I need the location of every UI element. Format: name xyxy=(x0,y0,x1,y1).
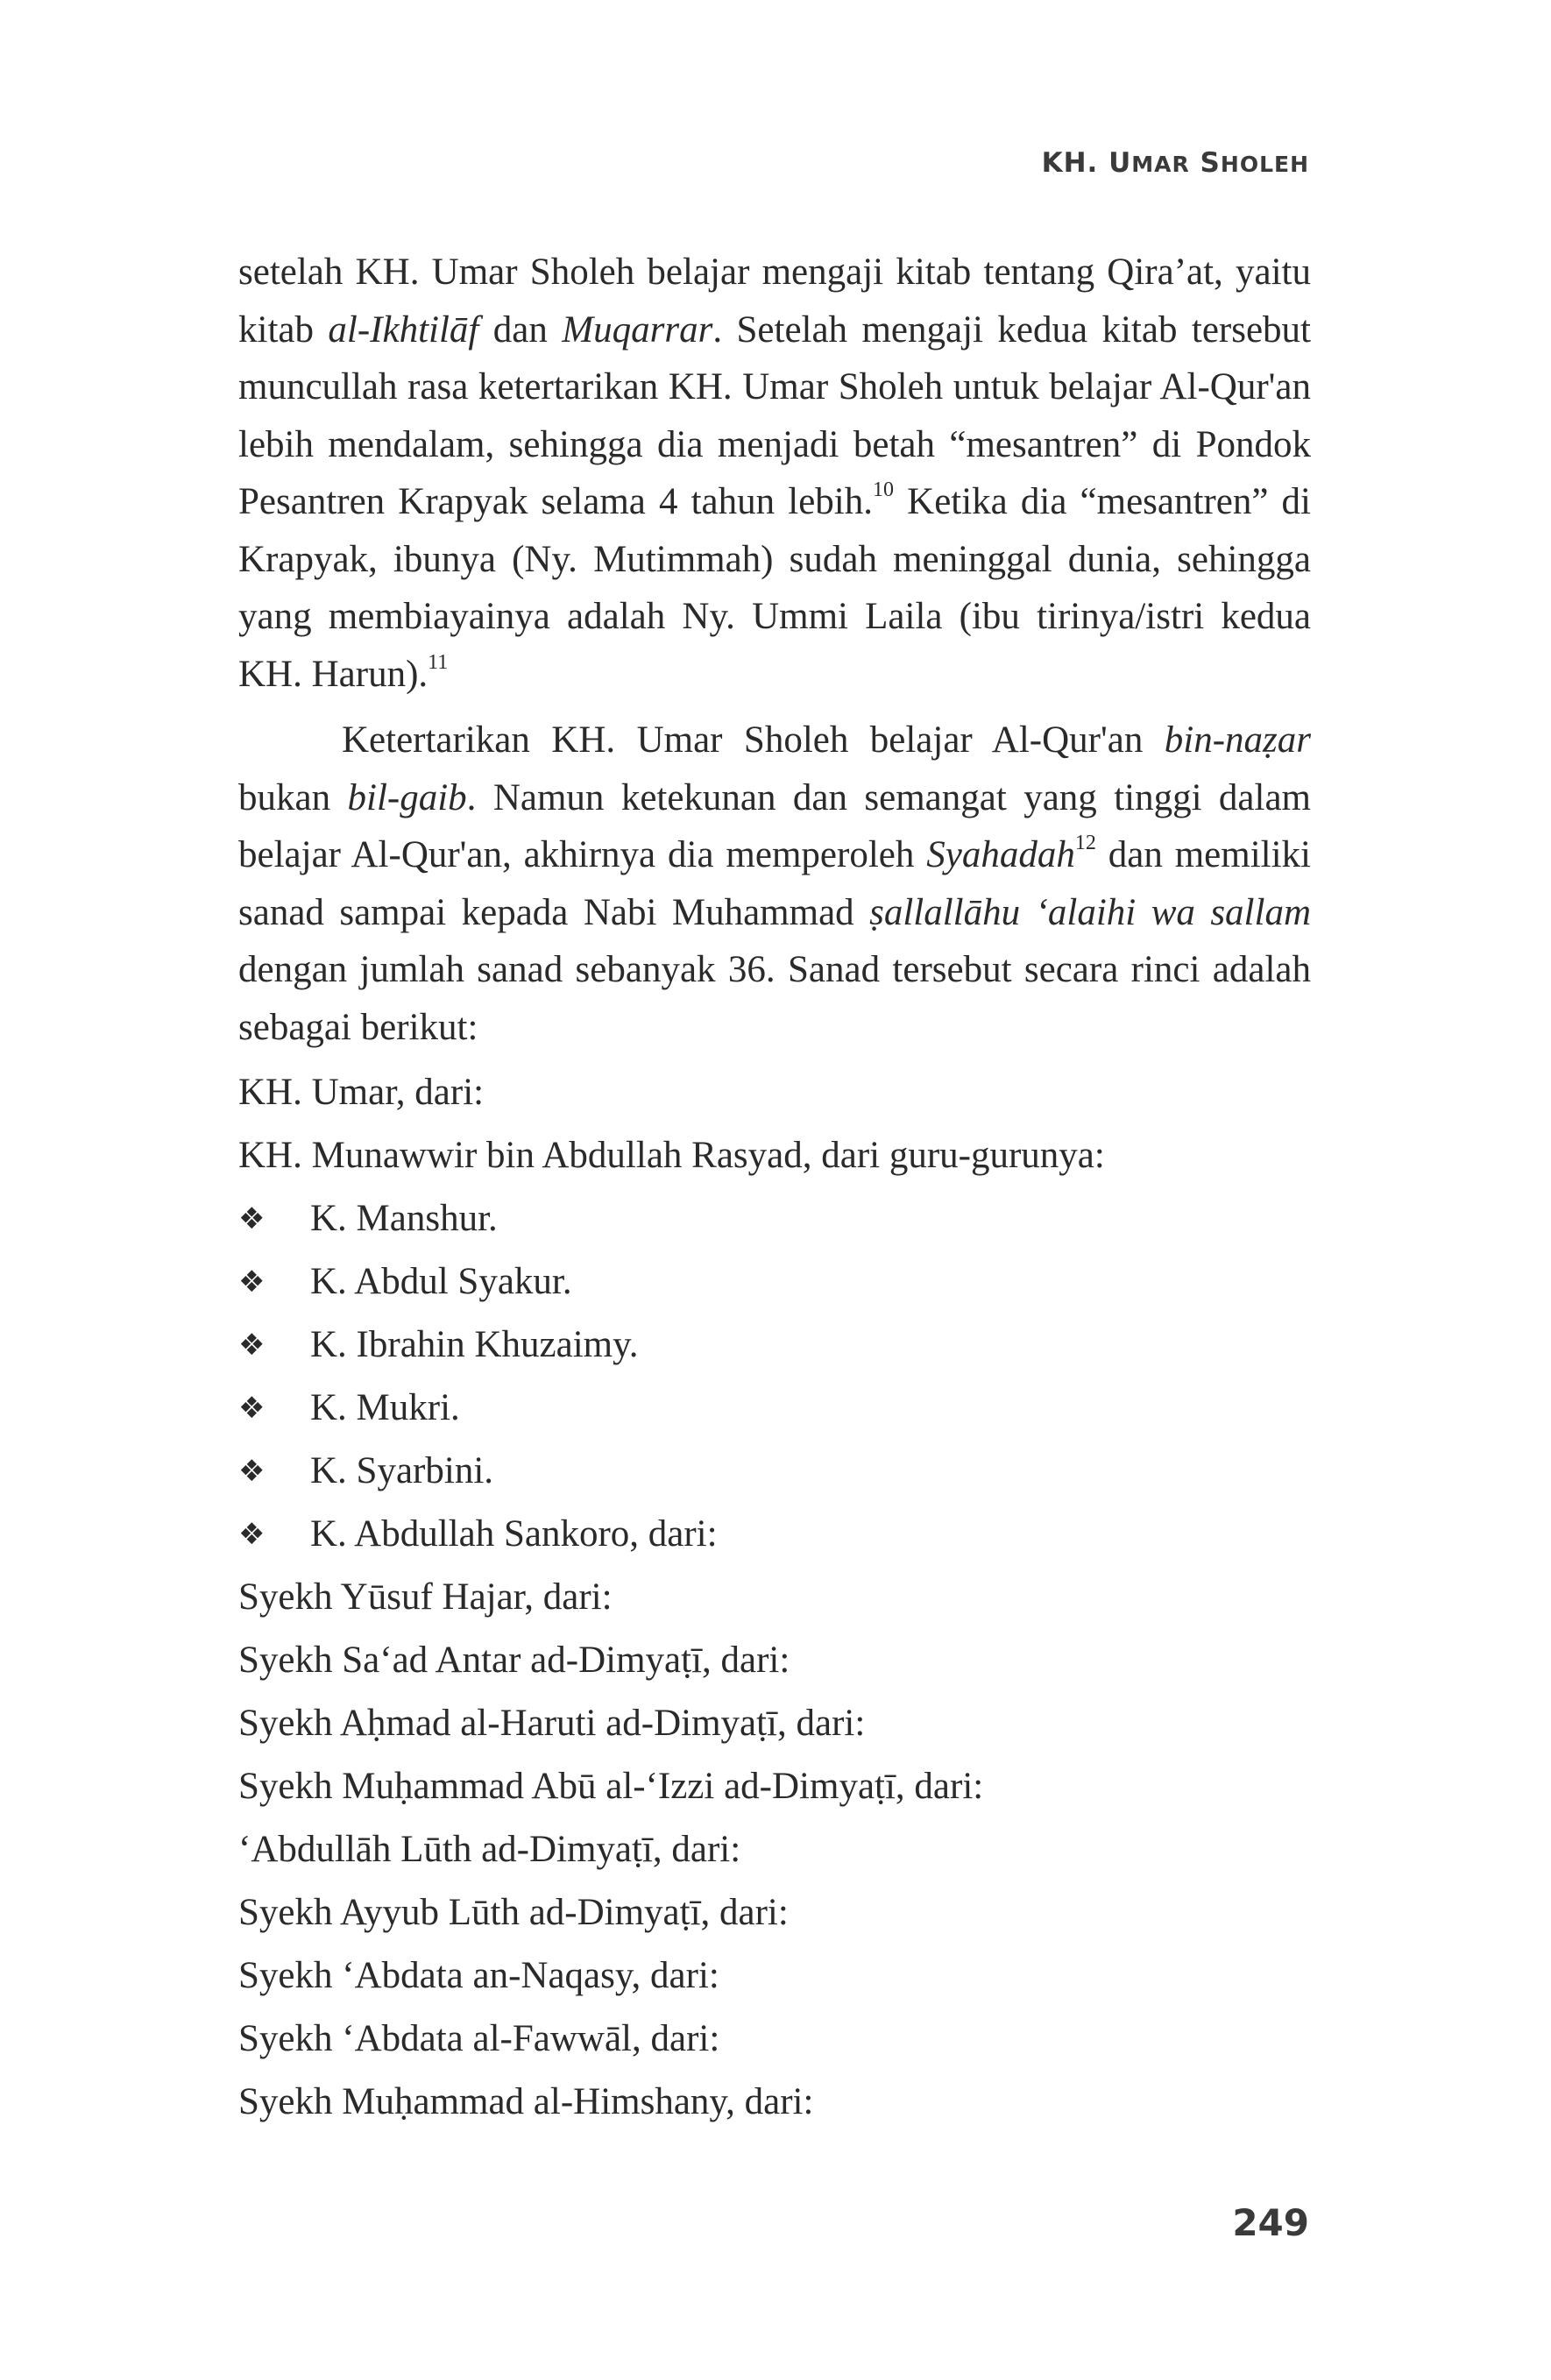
sanad-line: Syekh Sa‘ad Antar ad-Dimyaṭī, dari: xyxy=(238,1640,790,1681)
diamond-bullet-icon: ❖ xyxy=(238,1328,266,1363)
bullet-item: ❖ K. Abdullah Sankoro, dari: xyxy=(238,1503,1311,1566)
sanad-line: Syekh Yūsuf Hajar, dari: xyxy=(238,1576,613,1618)
sanad-line: KH. Munawwir bin Abdullah Rasyad, dari guru-gurunya: xyxy=(238,1135,1105,1176)
body-text xyxy=(238,244,1311,2134)
diamond-bullet-icon: ❖ xyxy=(238,1201,266,1236)
sanad-line: Syekh Ayyub Lūth ad-Dimyaṭī, dari: xyxy=(238,1892,789,1933)
diamond-bullet-icon: ❖ xyxy=(238,1264,266,1300)
sanad-line: ‘Abdullāh Lūth ad-Dimyaṭī, dari: xyxy=(238,1829,741,1870)
sanad-line: Syekh Muḥammad al-Himshany, dari: xyxy=(238,2081,814,2122)
sanad-line: Syekh Aḥmad al-Haruti ad-Dimyaṭī, dari: xyxy=(238,1703,866,1744)
bullet-item: ❖ K. Syarbini. xyxy=(238,1440,1311,1503)
sanad-line: Syekh ‘Abdata al-Fawwāl, dari: xyxy=(238,2018,720,2059)
diamond-bullet-icon: ❖ xyxy=(238,1454,266,1489)
running-head: KH. UMAR SHOLEH xyxy=(1041,147,1309,179)
diamond-bullet-icon: ❖ xyxy=(238,1517,266,1552)
sanad-line: Syekh ‘Abdata an-Naqasy, dari: xyxy=(238,1955,719,1996)
footnote-ref-11: 11 xyxy=(428,650,449,674)
bullet-item: ❖ K. Abdul Syakur. xyxy=(238,1250,1311,1314)
paragraph-1: setelah KH. Umar Sholeh belajar mengaji kitab tentang Qira’at, yaitu kitab al-Ikhtilāf dan Muqarrar. Setelah mengaji kedua kitab tersebut muncullah rasa ketertarikan KH. Umar Sholeh untuk belajar Al-Qur'an lebih mendalam, sehingga dia menjadi betah “mesantren” di Pondok Pesantren Krapyak selama 4 tahun lebih.$^{10}$ Ketika dia “mesantren” di Krapyak, ibunya (Ny. Mutimmah) sudah meninggal dunia, sehingga yang membiayainya adalah Ny. Ummi Laila (ibu tirinya/istri kedua KH. Harun).$^{11}$ xyxy=(238,251,1312,695)
diamond-bullet-icon: ❖ xyxy=(238,1391,266,1426)
page-number: 249 xyxy=(1232,2201,1309,2244)
sanad-line: Syekh Muḥammad Abū al-‘Izzi ad-Dimyaṭī, dari: xyxy=(238,1766,984,1807)
bullet-item: ❖ K. Manshur. xyxy=(238,1187,1311,1250)
footnote-ref-12: 12 xyxy=(1074,832,1096,854)
bullet-item: ❖ K. Mukri. xyxy=(238,1377,1311,1440)
paragraph-2: Ketertarikan KH. Umar Sholeh belajar Al-Qur'an bin-naẓar bukan bil-gaib. Namun ketekunan dan semangat yang tinggi dalam belajar Al-Qur'an, akhirnya dia memperoleh Syahadah$^{12}$ dan memiliki sanad sampai kepada Nabi Muhammad ṣallallāhu ‘alaihi wa sallam dengan jumlah sanad sebanyak 36. Sanad tersebut secara rinci adalah sebagai berikut: xyxy=(238,719,1312,1048)
footnote-ref-10: 10 xyxy=(873,478,895,501)
sanad-line: KH. Umar, dari: xyxy=(238,1072,485,1113)
bullet-item: ❖ K. Ibrahin Khuzaimy. xyxy=(238,1314,1311,1377)
